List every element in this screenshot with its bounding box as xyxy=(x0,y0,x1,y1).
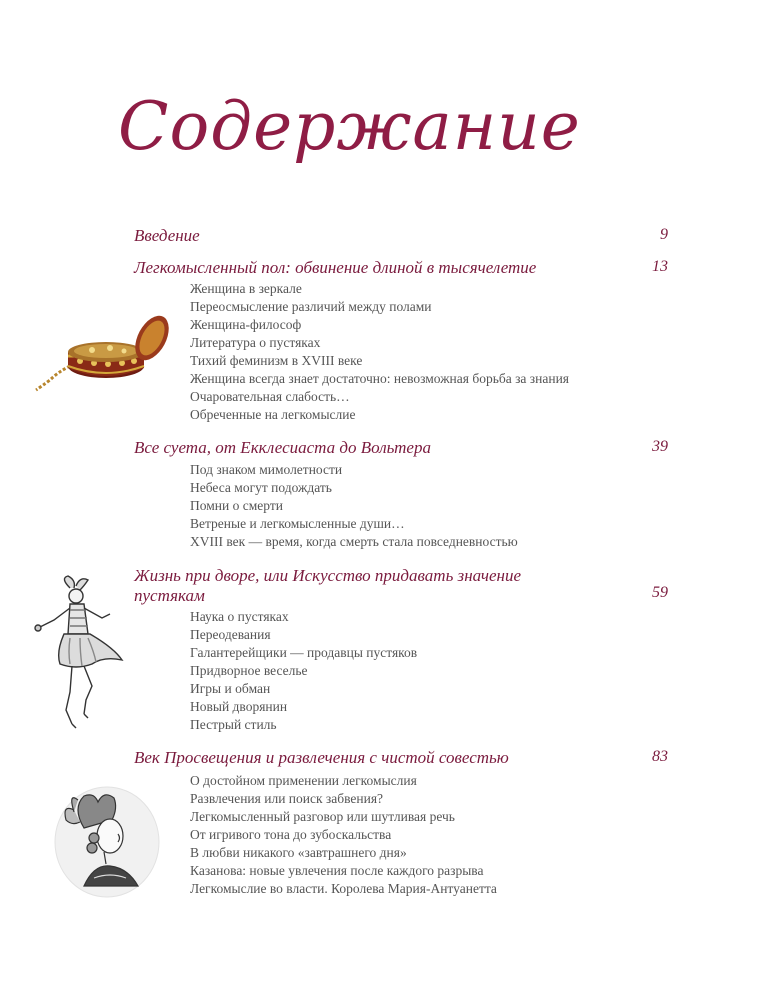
toc-subitem[interactable]: Придворное веселье xyxy=(190,663,308,678)
toc-page-number: 9 xyxy=(660,226,668,243)
dancer-engraving-icon xyxy=(30,574,140,744)
toc-subitem[interactable]: Казанова: новые увлечения после каждого разрыва xyxy=(190,863,484,878)
toc-subitem[interactable]: Легкомыслие во власти. Королева Мария-Антуанетта xyxy=(190,881,497,896)
toc-subitem[interactable]: Новый дворянин xyxy=(190,699,288,714)
toc-heading-chapter-2[interactable] xyxy=(134,438,670,458)
toc-subitem[interactable]: Наука о пустяках xyxy=(190,609,289,624)
toc-subitem[interactable]: Женщина в зеркале xyxy=(190,281,302,296)
toc-subitem[interactable]: Развлечения или поиск забвения? xyxy=(190,791,384,806)
toc-subitem[interactable]: О достойном применении легкомыслия xyxy=(190,773,417,788)
toc-subitem[interactable]: Переодевания xyxy=(190,627,271,642)
toc-heading-label: Жизнь при дворе, или Искусство придавать значение пустякам xyxy=(134,566,522,605)
toc-heading-introduction[interactable] xyxy=(134,226,670,246)
toc-subitem[interactable]: Обреченные на легкомыслие xyxy=(190,407,356,422)
page-title: Содержание xyxy=(118,88,581,165)
toc-subitem[interactable]: Женщина всегда знает достаточно: невозможная борьба за знания xyxy=(190,371,570,386)
toc-subitem[interactable]: Ветреные и легкомысленные души… xyxy=(190,516,405,531)
toc-heading-label: Все суета, от Екклесиаста до Вольтера xyxy=(134,438,431,457)
toc-heading-chapter-4[interactable] xyxy=(134,748,670,768)
toc-subitem[interactable]: Тихий феминизм в XVIII веке xyxy=(190,353,363,368)
toc-subitem[interactable]: Игры и обман xyxy=(190,681,271,696)
toc-subitem[interactable]: Женщина-философ xyxy=(190,317,302,332)
toc-subitem[interactable]: Помни о смерти xyxy=(190,498,283,513)
toc-heading-label: Введение xyxy=(134,226,200,245)
toc-heading-chapter-3[interactable] xyxy=(134,566,554,606)
toc-heading-label: Век Просвещения и развлечения с чистой совестью xyxy=(134,748,509,767)
toc-subitem[interactable]: Небеса могут подождать xyxy=(190,480,332,495)
toc-subitem[interactable]: Легкомысленный разговор или шутливая речь xyxy=(190,809,455,824)
toc-subitem[interactable]: В любви никакого «завтрашнего дня» xyxy=(190,845,407,860)
toc-heading-label: Легкомысленный пол: обвинение длиной в тысячелетие xyxy=(134,258,537,277)
toc-subitem[interactable]: Переосмысление различий между полами xyxy=(190,299,432,314)
toc-subitem[interactable]: Литература о пустяках xyxy=(190,335,321,350)
toc-page-number: 59 xyxy=(652,584,668,601)
lady-portrait-icon xyxy=(54,786,160,898)
jewel-box-icon xyxy=(30,308,170,398)
toc-subitem[interactable]: Галантерейщики — продавцы пустяков xyxy=(190,645,418,660)
toc-subitem[interactable]: Очаровательная слабость… xyxy=(190,389,350,404)
toc-page-number: 13 xyxy=(652,258,668,275)
toc-subitem[interactable]: Пестрый стиль xyxy=(190,717,277,732)
toc-page-number: 39 xyxy=(652,438,668,455)
toc-page-number: 83 xyxy=(652,748,668,765)
toc-subitem[interactable]: XVIII век — время, когда смерть стала повседневностью xyxy=(190,534,518,549)
toc-heading-chapter-1[interactable] xyxy=(134,258,670,278)
toc-subitem[interactable]: От игривого тона до зубоскальства xyxy=(190,827,392,842)
toc-subitem[interactable]: Под знаком мимолетности xyxy=(190,462,343,477)
